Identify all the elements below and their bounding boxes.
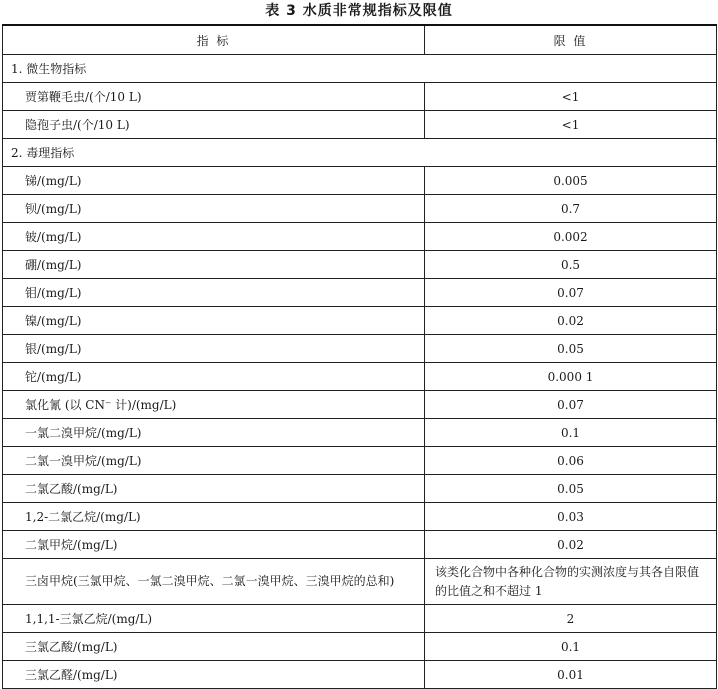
table-row <box>3 475 717 503</box>
indicator-name: 锑/(mg/L) <box>3 167 425 195</box>
limit-value: 0.07 <box>425 391 717 419</box>
indicator-name: 隐孢子虫/(个/10 L) <box>3 111 425 139</box>
indicator-name: 银/(mg/L) <box>3 335 425 363</box>
limit-value: 0.06 <box>425 447 717 475</box>
limit-value: 2 <box>425 605 717 633</box>
header-indicator: 指 标 <box>3 25 425 55</box>
indicator-name: 二氯甲烷/(mg/L) <box>3 531 425 559</box>
indicator-name: 1,1,1-三氯乙烷/(mg/L) <box>3 605 425 633</box>
table-body <box>3 55 717 689</box>
limit-value: 0.05 <box>425 475 717 503</box>
limit-value: 0.005 <box>425 167 717 195</box>
table-row <box>3 335 717 363</box>
table-row <box>3 559 717 605</box>
indicator-name: 三氯乙醛/(mg/L) <box>3 661 425 689</box>
table-row <box>3 391 717 419</box>
limit-value: 0.5 <box>425 251 717 279</box>
limit-value: 0.7 <box>425 195 717 223</box>
table-row <box>3 661 717 689</box>
indicator-name: 三氯乙酸/(mg/L) <box>3 633 425 661</box>
limit-value: 0.01 <box>425 661 717 689</box>
table-row <box>3 447 717 475</box>
table-row <box>3 605 717 633</box>
indicator-name: 钡/(mg/L) <box>3 195 425 223</box>
section-title: 2. 毒理指标 <box>3 139 717 167</box>
limit-value: 0.07 <box>425 279 717 307</box>
section-row <box>3 139 717 167</box>
indicator-name: 铍/(mg/L) <box>3 223 425 251</box>
table-row <box>3 419 717 447</box>
indicator-name: 三卤甲烷(三氯甲烷、一氯二溴甲烷、二氯一溴甲烷、三溴甲烷的总和) <box>3 559 425 605</box>
table-row <box>3 363 717 391</box>
limit-value: 0.02 <box>425 307 717 335</box>
table-row <box>3 195 717 223</box>
limit-value: 该类化合物中各种化合物的实测浓度与其各自限值的比值之和不超过 1 <box>425 559 717 605</box>
indicator-name: 贾第鞭毛虫/(个/10 L) <box>3 83 425 111</box>
table-row <box>3 279 717 307</box>
indicator-name: 1,2-二氯乙烷/(mg/L) <box>3 503 425 531</box>
section-title: 1. 微生物指标 <box>3 55 717 83</box>
water-quality-table <box>2 24 717 689</box>
indicator-name: 二氯一溴甲烷/(mg/L) <box>3 447 425 475</box>
table-row <box>3 633 717 661</box>
indicator-name: 二氯乙酸/(mg/L) <box>3 475 425 503</box>
section-row <box>3 55 717 83</box>
limit-value: 0.000 1 <box>425 363 717 391</box>
indicator-name: 氯化氰 (以 CN⁻ 计)/(mg/L) <box>3 391 425 419</box>
limit-value: 0.02 <box>425 531 717 559</box>
indicator-name: 钼/(mg/L) <box>3 279 425 307</box>
limit-value: 0.05 <box>425 335 717 363</box>
table-header-row <box>3 25 717 55</box>
header-limit: 限 值 <box>425 25 717 55</box>
table-row <box>3 307 717 335</box>
indicator-name: 铊/(mg/L) <box>3 363 425 391</box>
table-row <box>3 83 717 111</box>
table-row <box>3 251 717 279</box>
table-row <box>3 503 717 531</box>
indicator-name: 镍/(mg/L) <box>3 307 425 335</box>
indicator-name: 一氯二溴甲烷/(mg/L) <box>3 419 425 447</box>
limit-value: <1 <box>425 111 717 139</box>
limit-value: 0.03 <box>425 503 717 531</box>
table-row <box>3 223 717 251</box>
limit-value: 0.1 <box>425 419 717 447</box>
limit-value: 0.1 <box>425 633 717 661</box>
indicator-name: 硼/(mg/L) <box>3 251 425 279</box>
table-row <box>3 111 717 139</box>
table-row <box>3 531 717 559</box>
limit-value: <1 <box>425 83 717 111</box>
table-caption: 表 3 水质非常规指标及限值 <box>265 3 453 19</box>
table-row <box>3 167 717 195</box>
limit-value: 0.002 <box>425 223 717 251</box>
